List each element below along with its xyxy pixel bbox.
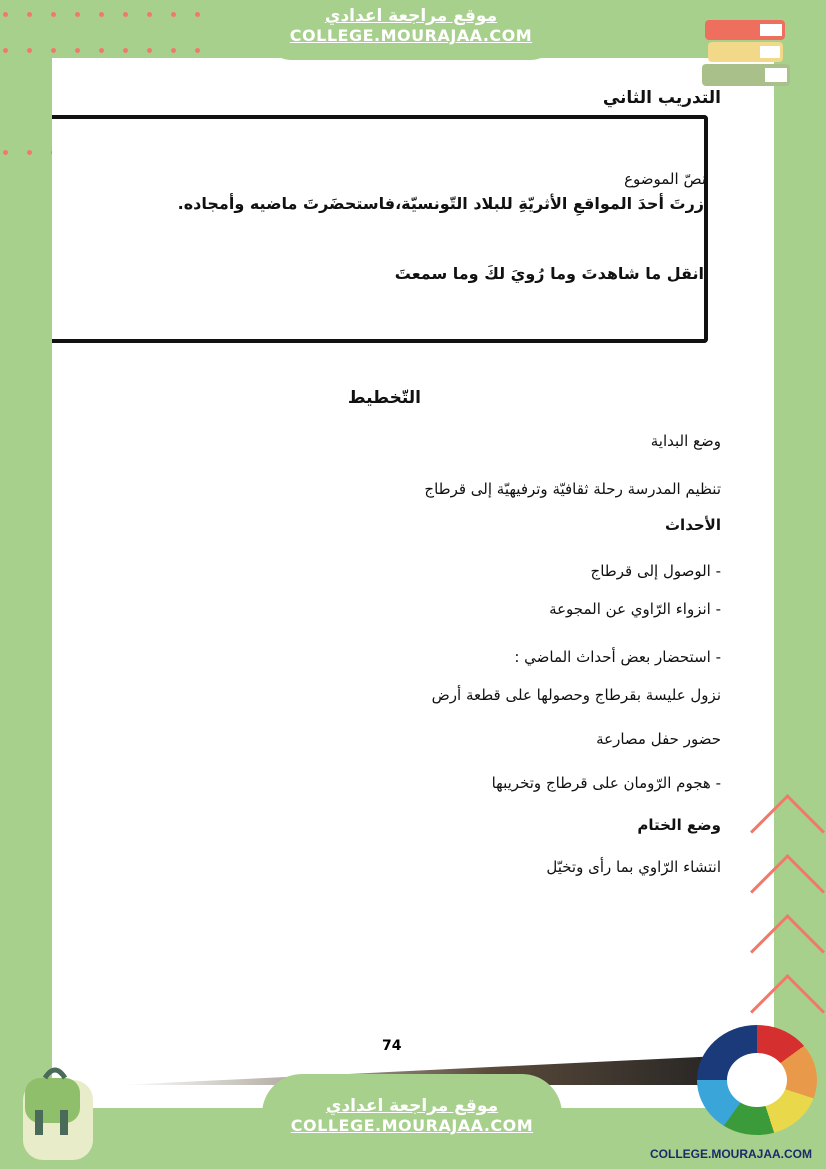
site-name: موقع مراجعة اعدادي: [325, 1096, 499, 1116]
subject-text: زرتَ أحدَ المواقعِ الأثريّةِ للبلاد التّونسيّة،فاستحضَرتَ ماضيه وأمجاده.: [177, 194, 704, 213]
plan-line: الأحداث: [664, 516, 721, 534]
dot: [123, 12, 128, 17]
dot: [75, 12, 80, 17]
backpack-icon: [15, 1060, 110, 1165]
dot: [171, 48, 176, 53]
dot: [3, 12, 8, 17]
plan-line: - انزواء الرّاوي عن المجوعة: [549, 600, 721, 618]
dot: [147, 12, 152, 17]
dot: [123, 48, 128, 53]
plan-line: وضع الختام: [637, 816, 721, 834]
dot: [51, 12, 56, 17]
subject-task: انقل ما شاهدتَ وما رُويَ لكَ وما سمعتَ: [394, 264, 704, 283]
dot: [171, 12, 176, 17]
plan-line: نزول عليسة بقرطاج وحصولها على قطعة أرض: [431, 686, 721, 704]
books-icon: [700, 15, 795, 90]
site-url[interactable]: COLLEGE.MOURAJAA.COM: [289, 26, 533, 45]
plan-line: - استحضار بعض أحداث الماضي :: [514, 648, 721, 666]
dot: [99, 48, 104, 53]
dot: [99, 12, 104, 17]
dot: [195, 12, 200, 17]
dot: [27, 48, 32, 53]
plan-line: انتشاء الرّاوي بما رأى وتخيّل: [546, 858, 721, 876]
subject-label: نصّ الموضوع: [624, 170, 706, 188]
education-logo-icon: [697, 1025, 817, 1135]
dot: [147, 48, 152, 53]
dot: [27, 150, 32, 155]
site-banner-top[interactable]: [262, 0, 560, 60]
site-url[interactable]: COLLEGE.MOURAJAA.COM: [290, 1116, 534, 1135]
plan-line: وضع البداية: [650, 432, 721, 450]
dot: [51, 48, 56, 53]
logo-text: COLLEGE.MOURAJAA.COM: [650, 1147, 812, 1161]
plan-line: حضور حفل مصارعة: [596, 730, 721, 748]
plan-line: - الوصول إلى قرطاج: [590, 562, 721, 580]
dot: [3, 150, 8, 155]
subject-frame: [52, 115, 708, 343]
page-number: 74: [382, 1038, 402, 1054]
dot: [27, 12, 32, 17]
plan-line: تنظيم المدرسة رحلة ثقافيّة وترفيهيّة إلى قرطاج: [424, 480, 721, 498]
dot: [195, 48, 200, 53]
plan-line: - هجوم الرّومان على قرطاج وتخريبها: [491, 774, 721, 792]
site-name: موقع مراجعة اعدادي: [324, 6, 498, 26]
dot: [3, 48, 8, 53]
site-banner-bottom[interactable]: [262, 1074, 562, 1169]
dot: [75, 48, 80, 53]
exercise-title: التدريب الثاني: [602, 88, 721, 108]
plan-title: التّخطيط: [347, 388, 421, 408]
